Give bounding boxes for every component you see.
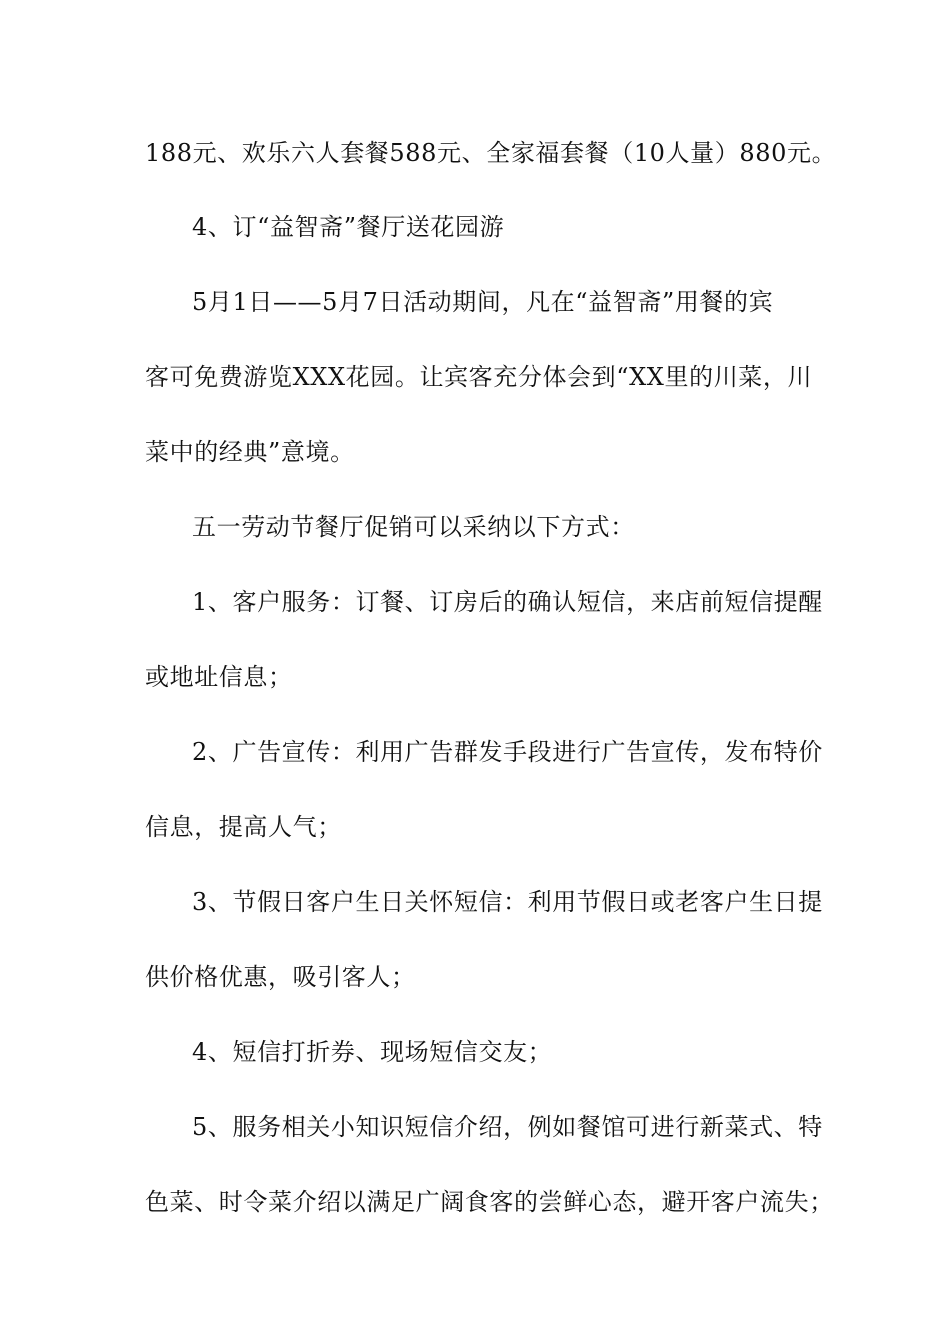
list-item-5-line-1: 5、服务相关小知识短信介绍，例如餐馆可进行新菜式、特 xyxy=(192,1113,823,1141)
list-item-5-line-2: 色菜、时令菜介绍以满足广阔食客的尝鲜心态，避开客户流失； xyxy=(145,1188,834,1216)
paragraph-line-1: 5月1日——5月7日活动期间，凡在“益智斋”用餐的宾 xyxy=(192,288,774,316)
list-item-4: 4、短信打折券、现场短信交友； xyxy=(192,1038,553,1066)
list-item-2-line-1: 2、广告宣传：利用广告群发手段进行广告宣传，发布特价 xyxy=(192,738,823,766)
list-item-2-line-2: 信息，提高人气； xyxy=(145,813,342,841)
section-intro: 五一劳动节餐厅促销可以采纳以下方式： xyxy=(192,513,635,541)
list-item-3-line-1: 3、节假日客户生日关怀短信：利用节假日或老客户生日提 xyxy=(192,888,823,916)
paragraph-line-3: 菜中的经典”意境。 xyxy=(145,438,355,466)
list-item-1-line-1: 1、客户服务：订餐、订房后的确认短信，来店前短信提醒 xyxy=(192,588,823,616)
list-item-1-line-2: 或地址信息； xyxy=(145,663,293,691)
section-heading-4: 4、订“益智斋”餐厅送花园游 xyxy=(192,213,505,241)
text-line-1: 188元、欢乐六人套餐588元、全家福套餐（10人量）880元。 xyxy=(145,139,837,167)
list-item-3-line-2: 供价格优惠，吸引客人； xyxy=(145,963,416,991)
paragraph-line-2: 客可免费游览XXX花园。让宾客充分体会到“XX里的川菜，川 xyxy=(145,363,813,391)
